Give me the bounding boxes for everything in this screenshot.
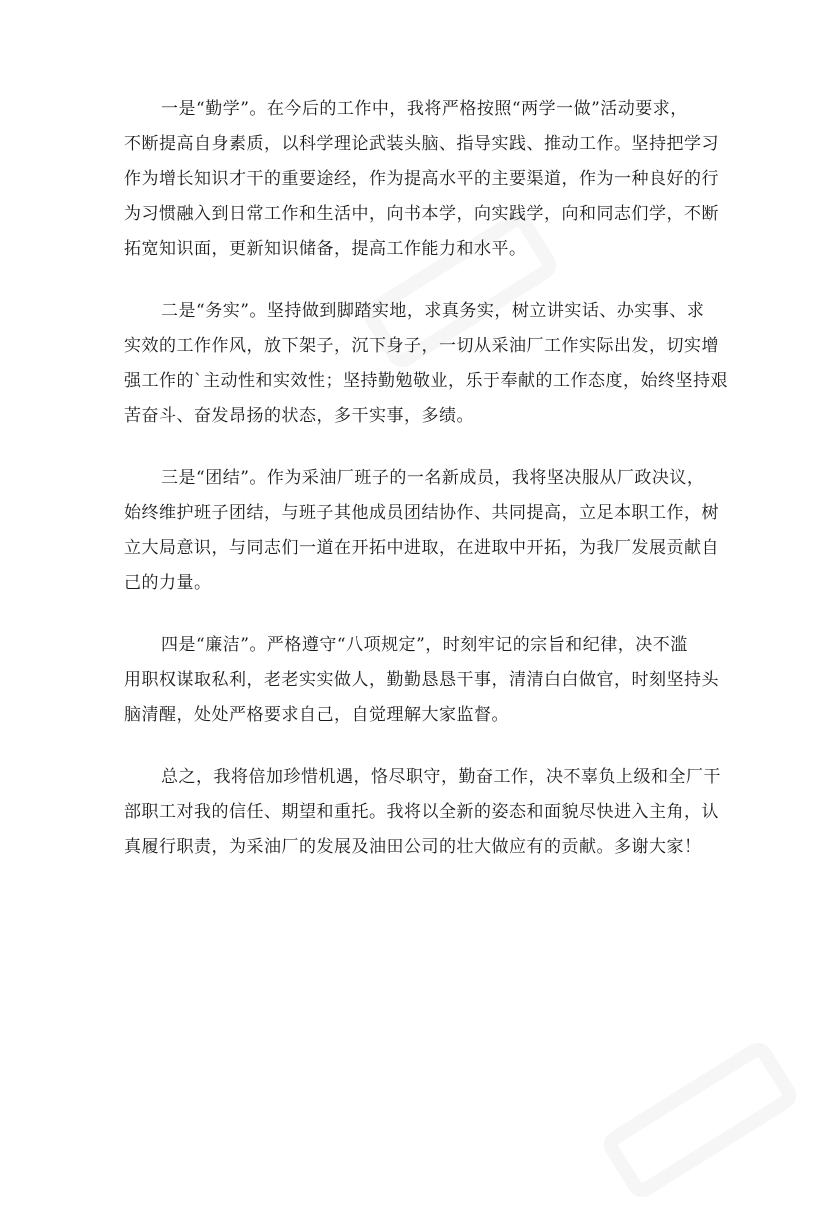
paragraph-line: 强工作的`主动性和实效性；坚持勤勉敬业，乐于奉献的工作态度，始终坚持艰	[124, 371, 728, 391]
paragraph-line: 三是“团结”。作为采油厂班子的一名新成员，我将坚决服从厂政决议，	[161, 468, 705, 488]
paragraph-diligent-study	[124, 92, 719, 267]
paragraph-conclusion	[124, 760, 721, 865]
paragraph-line: 总之，我将倍加珍惜机遇，恪尽职守，勤奋工作，决不辜负上级和全厂干	[161, 767, 721, 787]
paragraph-line: 始终维护班子团结，与班子其他成员团结协作、共同提高，立足本职工作，树	[124, 503, 719, 523]
paragraph-line: 部职工对我的信任、期望和重托。我将以全新的姿态和面貌尽快进入主角，认	[124, 802, 719, 822]
paragraph-line: 一是“勤学”。在今后的工作中，我将严格按照“两学一做”活动要求，	[161, 99, 688, 119]
document-body	[124, 92, 728, 892]
paragraph-line: 苦奋斗、奋发昂扬的状态，多干实事，多绩。	[124, 406, 474, 426]
paragraph-line: 真履行职责，为采油厂的发展及油田公司的壮大做应有的贡献。多谢大家！	[124, 837, 702, 857]
paragraph-line: 脑清醒，处处严格要求自己，自觉理解大家监督。	[124, 705, 509, 725]
watermark-mark-2	[583, 1016, 816, 1224]
paragraph-pragmatic	[124, 294, 728, 434]
paragraph-line: 二是“务实”。坚持做到脚踏实地，求真务实，树立讲实话、办实事、求	[161, 301, 705, 321]
paragraph-integrity	[124, 628, 719, 733]
paragraph-line: 拓宽知识面，更新知识储备，提高工作能力和水平。	[124, 239, 527, 259]
paragraph-line: 不断提高自身素质，以科学理论武装头脑、指导实践、推动工作。坚持把学习	[124, 134, 719, 154]
paragraph-line: 为习惯融入到日常工作和生活中，向书本学，向实践学，向和同志们学，不断	[124, 204, 719, 224]
paragraph-unity	[124, 461, 719, 601]
paragraph-line: 立大局意识，与同志们一道在开拓中进取，在进取中开拓，为我厂发展贡献自	[124, 538, 719, 558]
watermark-shape	[583, 1016, 816, 1224]
paragraph-line: 作为增长知识才干的重要途经，作为提高水平的主要渠道，作为一种良好的行	[124, 169, 719, 189]
paragraph-line: 己的力量。	[124, 573, 212, 593]
paragraph-line: 实效的工作作风，放下架子，沉下身子，一切从采油厂工作实际出发，切实增	[124, 336, 719, 356]
paragraph-line: 用职权谋取私利，老老实实做人，勤勤恳恳干事，清清白白做官，时刻坚持头	[124, 670, 719, 690]
paragraph-line: 四是“廉洁”。严格遵守“八项规定”，时刻牢记的宗旨和纪律，决不滥	[161, 635, 688, 655]
